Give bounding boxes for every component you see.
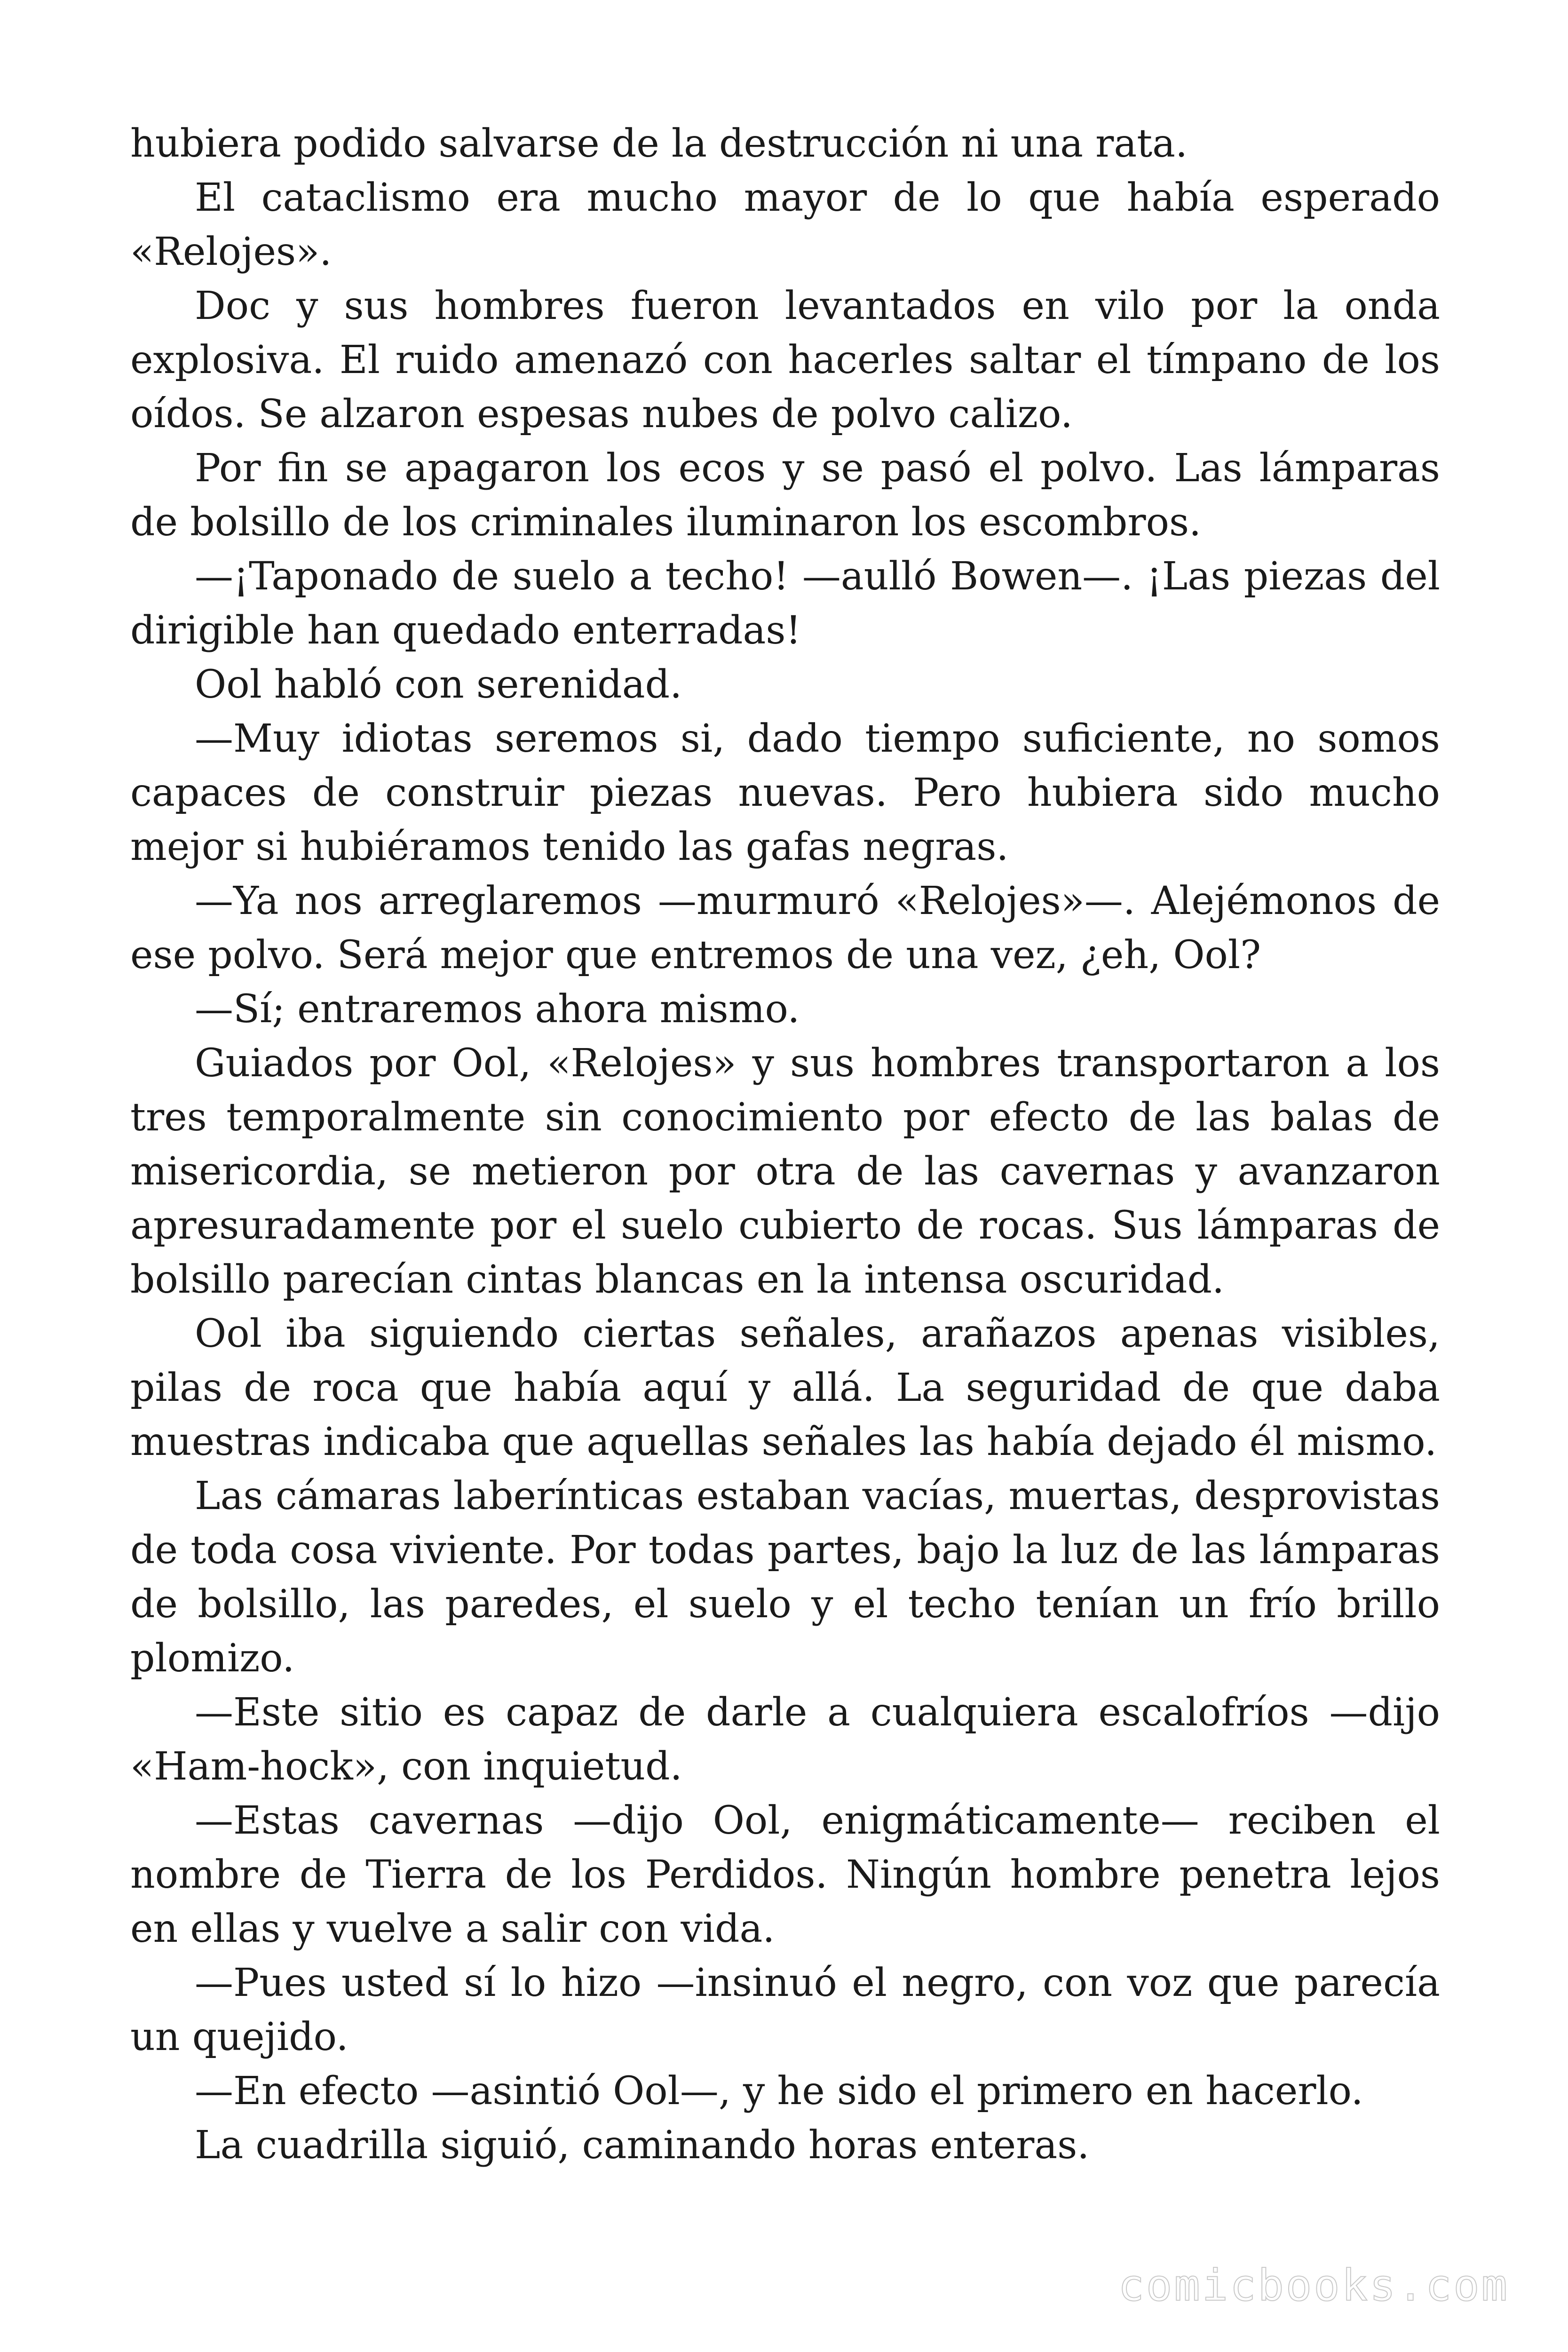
paragraph: —En efecto —asintió Ool—, y he sido el primero en hacerlo.: [195, 2069, 1363, 2114]
paragraph: Doc y sus hombres fueron levantados en vilo por la onda explosiva. El ruido amenazó con hacerles saltar el tímpano de los oídos. Se alzaron espesas nubes de polvo calizo.: [130, 284, 1440, 437]
paragraph: —Pues usted sí lo hizo —insinuó el negro, con voz que parecía un quejido.: [130, 1961, 1440, 2059]
paragraph: —Este sitio es capaz de darle a cualquiera escalofríos —dijo «Ham-hock», con inquietud.: [130, 1690, 1440, 1789]
paragraph: Ool iba siguiendo ciertas señales, arañazos apenas visibles, pilas de roca que había aquí y allá. La seguridad de que daba muestras indicaba que aquellas señales las había dejado él mismo.: [130, 1311, 1440, 1464]
paragraph: —Muy idiotas seremos si, dado tiempo suficiente, no somos capaces de construir piezas nuevas. Pero hubiera sido mucho mejor si hubiéramos tenido las gafas negras.: [130, 716, 1440, 869]
paragraph: El cataclismo era mucho mayor de lo que había esperado «Relojes».: [130, 175, 1440, 274]
paragraph: —Sí; entraremos ahora mismo.: [195, 987, 800, 1032]
paragraph: Por fin se apagaron los ecos y se pasó el polvo. Las lámparas de bolsillo de los criminales iluminaron los escombros.: [130, 446, 1440, 545]
paragraph: hubiera podido salvarse de la destrucción ni una rata.: [130, 121, 1188, 166]
paragraph: —Ya nos arreglaremos —murmuró «Relojes»—. Alejémonos de ese polvo. Será mejor que entremos de una vez, ¿eh, Ool?: [130, 879, 1440, 977]
watermark-logo: comicbooks.com: [1118, 2260, 1509, 2311]
paragraph: Guiados por Ool, «Relojes» y sus hombres transportaron a los tres temporalmente sin conocimiento por efecto de las balas de misericordia, se metieron por otra de las cavernas y avanzaron apresuradamente por el suelo cubierto de rocas. Sus lámparas de bolsillo parecían cintas blancas en la intensa oscuridad.: [130, 1041, 1440, 1302]
paragraph: La cuadrilla siguió, caminando horas enteras.: [195, 2123, 1090, 2168]
paragraph: —Estas cavernas —dijo Ool, enigmáticamente— reciben el nombre de Tierra de los Perdidos. Ningún hombre penetra lejos en ellas y vuelve a salir con vida.: [130, 1798, 1440, 1951]
paragraph: Ool habló con serenidad.: [195, 662, 682, 707]
paragraph: —¡Taponado de suelo a techo! —aulló Bowen—. ¡Las piezas del dirigible han quedado enterradas!: [130, 554, 1440, 653]
page-body-text: [130, 117, 1440, 2172]
paragraph: Las cámaras laberínticas estaban vacías, muertas, desprovistas de toda cosa viviente. Por todas partes, bajo la luz de las lámparas de bolsillo, las paredes, el suelo y el techo tenían un frío brillo plomizo.: [130, 1474, 1440, 1681]
